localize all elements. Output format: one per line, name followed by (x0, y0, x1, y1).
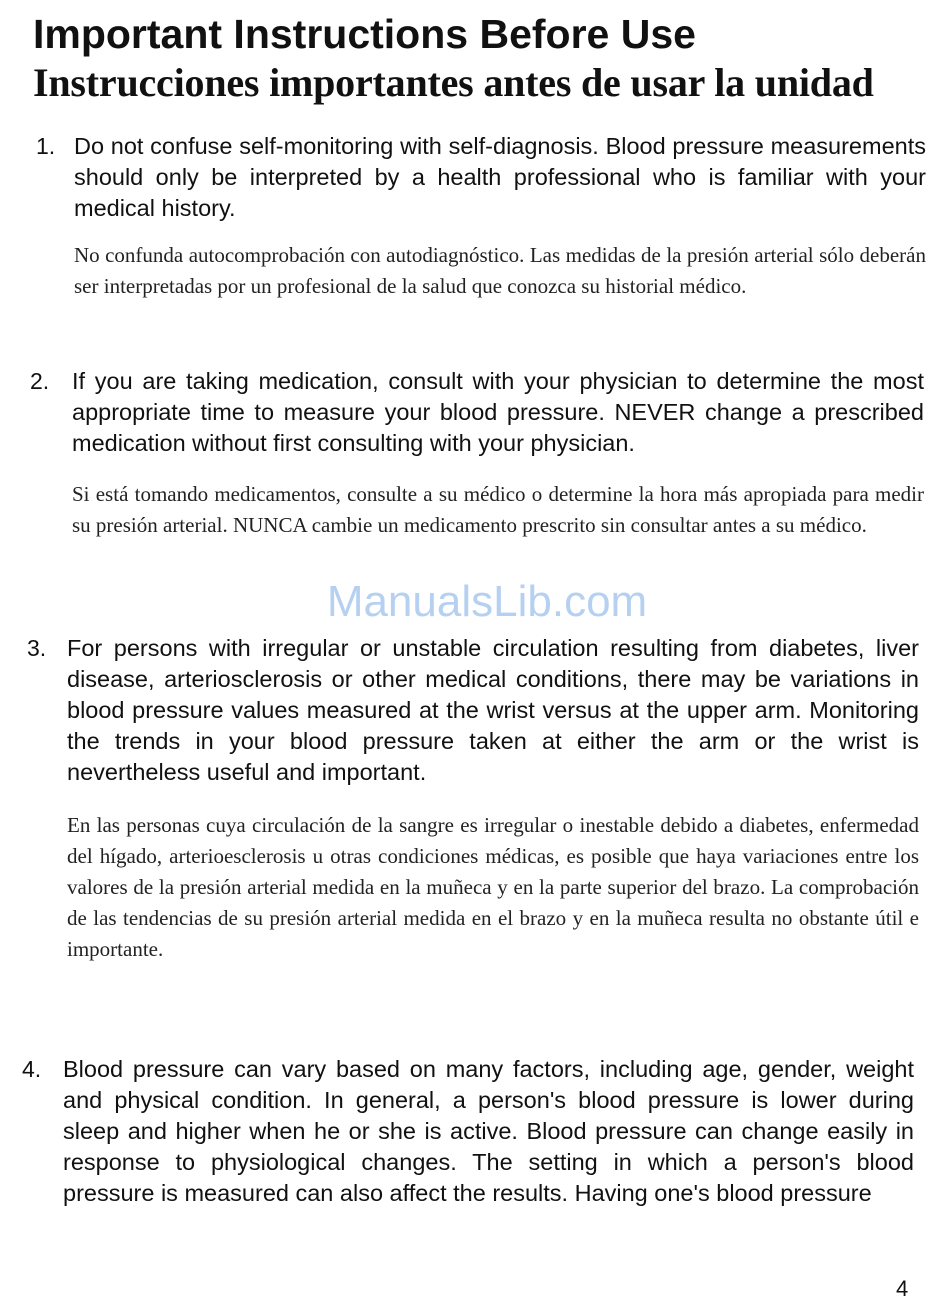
item-number: 1. (36, 133, 56, 159)
instruction-item-2 (30, 366, 924, 541)
instruction-item-1 (36, 131, 926, 302)
item-text-english: Do not confuse self-monitoring with self-diagnosis. Blood pressure measurements should only be interpreted by a health professional who is familiar with your medical history. (74, 133, 926, 221)
instruction-item-3 (27, 633, 919, 965)
page-title-english: Important Instructions Before Use (33, 11, 696, 57)
instruction-item-4 (22, 1054, 914, 1209)
item-text-english: Blood pressure can vary based on many factors, including age, gender, weight and physical condition. In general, a person's blood pressure is lower during sleep and higher when he or she is active. Blood pressure can change easily in response to physiological changes. The setting in which a person's blood pressure is measured can also affect the results. Having one's blood pressure (63, 1056, 914, 1206)
item-text-spanish: Si está tomando medicamentos, consulte a su médico o determine la hora más apropiada para medir su presión arterial. NUNCA cambie un medicamento prescrito sin consultar antes a su médico. (72, 482, 924, 537)
item-number: 2. (30, 368, 50, 394)
watermark: ManualsLib.com (326, 577, 648, 626)
item-number: 4. (22, 1056, 42, 1082)
item-text-spanish: No confunda autocomprobación con autodiagnóstico. Las medidas de la presión arterial sólo deberán ser interpretadas por un profesional de la salud que conozca su historial médico. (74, 243, 926, 298)
item-text-english: For persons with irregular or unstable circulation resulting from diabetes, liver disease, arteriosclerosis or other medical conditions, there may be variations in blood pressure values measured at the wrist versus at the upper arm. Monitoring the trends in your blood pressure taken at either the arm or the wrist is nevertheless useful and important. (67, 635, 919, 785)
item-text-english: If you are taking medication, consult with your physician to determine the most appropriate time to measure your blood pressure. NEVER change a prescribed medication without first consulting with your physician. (72, 368, 924, 456)
page-number: 4 (896, 1276, 909, 1301)
page-title-spanish: Instrucciones importantes antes de usar la unidad (33, 60, 874, 105)
item-number: 3. (27, 635, 47, 661)
item-text-spanish: En las personas cuya circulación de la sangre es irregular o inestable debido a diabetes, enfermedad del hígado, arterioesclerosis u otras condiciones médicas, es posible que haya variaciones entre los valores de la presión arterial medida en la muñeca y en la parte superior del brazo. La comprobación de las tendencias de su presión arterial medida en el brazo y en la muñeca resulta no obstante útil e importante. (67, 813, 919, 961)
